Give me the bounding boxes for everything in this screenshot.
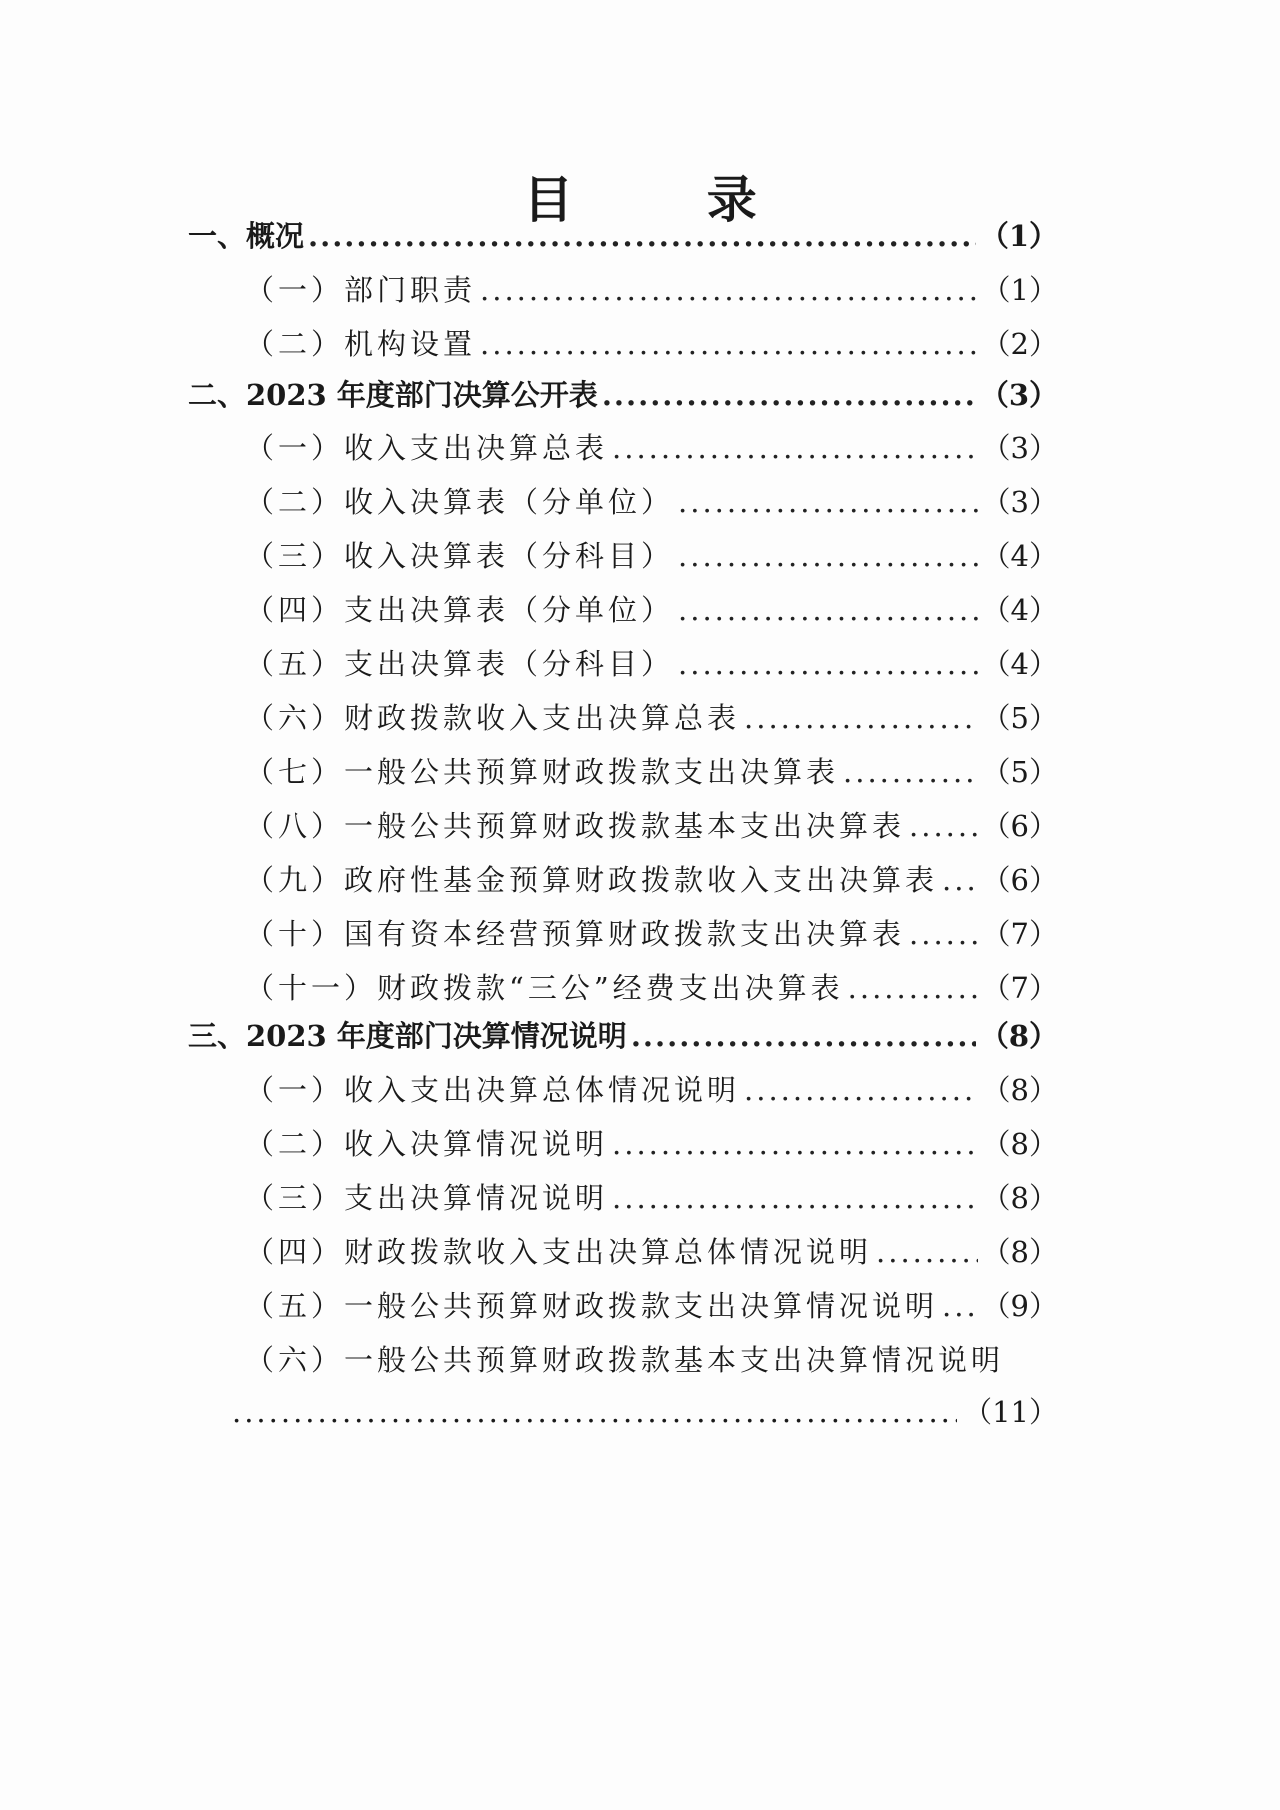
toc-entry-label: 二、2023 年度部门决算公开表	[188, 378, 598, 412]
dot-leader	[848, 964, 978, 1012]
dot-leader	[678, 478, 978, 526]
toc-entry[interactable]	[245, 856, 1058, 904]
toc-entry-page: （3）	[981, 485, 1058, 519]
page-title: 目 录	[523, 171, 815, 229]
toc-entry-page: （4）	[981, 539, 1058, 573]
toc-entry-page: （4）	[981, 647, 1058, 681]
toc-entry-section-2[interactable]	[188, 371, 1058, 419]
toc-entry-page: （8）	[981, 1127, 1058, 1161]
toc-entry-page: （8）	[981, 1073, 1058, 1107]
toc-entry[interactable]	[245, 640, 1058, 688]
toc-entry[interactable]	[245, 1228, 1058, 1276]
toc-entry[interactable]	[245, 532, 1058, 580]
dot-leader	[942, 1282, 978, 1330]
toc-entry[interactable]	[245, 1066, 1058, 1114]
toc-entry-label: （十一）财政拨款“三公”经费支出决算表	[245, 971, 844, 1005]
toc-entry-label: （五）一般公共预算财政拨款支出决算情况说明	[245, 1289, 939, 1323]
dot-leader	[612, 1120, 978, 1168]
toc-entry-page: （6）	[981, 809, 1058, 843]
toc-entry[interactable]	[245, 266, 1058, 314]
dot-leader	[744, 694, 978, 742]
toc-entry-label: （六）财政拨款收入支出决算总表	[245, 701, 741, 735]
dot-leader	[308, 212, 976, 260]
toc-entry-page: （3）	[979, 378, 1058, 412]
dot-leader	[909, 802, 978, 850]
toc-entry[interactable]	[245, 1174, 1058, 1222]
toc-entry[interactable]	[245, 964, 1058, 1012]
toc-entry-label: （五）支出决算表（分科目）	[245, 647, 675, 681]
toc-entry-label: （三）支出决算情况说明	[245, 1181, 609, 1215]
toc-entry-page: （6）	[981, 863, 1058, 897]
dot-leader	[602, 371, 976, 419]
toc-entry-page: （9）	[981, 1289, 1058, 1323]
dot-leader	[843, 748, 978, 796]
toc-entry-section-1[interactable]	[188, 212, 1058, 260]
toc-entry-page: （4）	[981, 593, 1058, 627]
toc-entry-label: （一）收入支出决算总表	[245, 431, 609, 465]
toc-entry-section-3[interactable]	[188, 1012, 1058, 1060]
dot-leader	[678, 640, 978, 688]
toc-entry-page: （2）	[981, 327, 1058, 361]
dot-leader	[744, 1066, 978, 1114]
toc-entry-label: （一）收入支出决算总体情况说明	[245, 1073, 741, 1107]
dot-leader	[678, 586, 978, 634]
toc-entry-label: （三）收入决算表（分科目）	[245, 539, 675, 573]
dot-leader	[909, 910, 978, 958]
toc-entry[interactable]	[245, 1120, 1058, 1168]
toc-entry[interactable]	[245, 478, 1058, 526]
toc-entry-page: （1）	[979, 219, 1058, 253]
toc-entry-label: 一、概况	[188, 219, 305, 253]
toc-entry-label: （四）财政拨款收入支出决算总体情况说明	[245, 1235, 873, 1269]
toc-entry-page: （8）	[981, 1181, 1058, 1215]
toc-entry-label: （十）国有资本经营预算财政拨款支出决算表	[245, 917, 906, 951]
toc-entry-label: （六）一般公共预算财政拨款基本支出决算情况说明	[245, 1343, 1005, 1377]
toc-entry[interactable]	[245, 910, 1058, 958]
toc-entry-page: （8）	[979, 1019, 1058, 1053]
dot-leader	[631, 1012, 976, 1060]
toc-entry-label: 三、2023 年度部门决算情况说明	[188, 1019, 627, 1053]
toc-entry-page: （1）	[981, 273, 1058, 307]
toc-entry[interactable]	[245, 1336, 1075, 1384]
toc-entry-page: （5）	[981, 701, 1058, 735]
toc-entry-page: （5）	[981, 755, 1058, 789]
toc-entry-label: （一）部门职责	[245, 273, 477, 307]
toc-entry-label: （八）一般公共预算财政拨款基本支出决算表	[245, 809, 906, 843]
toc-entry-label: （九）政府性基金预算财政拨款收入支出决算表	[245, 863, 939, 897]
toc-entry-label: （二）收入决算情况说明	[245, 1127, 609, 1161]
toc-entry-page: （7）	[981, 971, 1058, 1005]
dot-leader	[480, 320, 978, 368]
toc-entry-label: （二）机构设置	[245, 327, 477, 361]
toc-entry[interactable]	[245, 424, 1058, 472]
dot-leader	[232, 1388, 957, 1436]
dot-leader	[612, 1174, 978, 1222]
toc-entry[interactable]	[245, 802, 1058, 850]
dot-leader	[876, 1228, 978, 1276]
dot-leader	[612, 424, 978, 472]
toc-entry[interactable]	[245, 586, 1058, 634]
toc-entry-page: （3）	[981, 431, 1058, 465]
toc-entry-label: （七）一般公共预算财政拨款支出决算表	[245, 755, 840, 789]
toc-entry-page: （8）	[981, 1235, 1058, 1269]
toc-entry[interactable]	[245, 1282, 1058, 1330]
toc-entry-label: （二）收入决算表（分单位）	[245, 485, 675, 519]
dot-leader	[942, 856, 978, 904]
toc-entry-page: （7）	[981, 917, 1058, 951]
toc-entry[interactable]	[245, 748, 1058, 796]
dot-leader	[480, 266, 978, 314]
toc-entry[interactable]	[245, 694, 1058, 742]
toc-entry-label: （四）支出决算表（分单位）	[245, 593, 675, 627]
toc-entry[interactable]	[245, 320, 1058, 368]
toc-entry-continuation[interactable]	[232, 1388, 1058, 1436]
toc-entry-page: （11）	[963, 1395, 1058, 1429]
dot-leader	[678, 532, 978, 580]
